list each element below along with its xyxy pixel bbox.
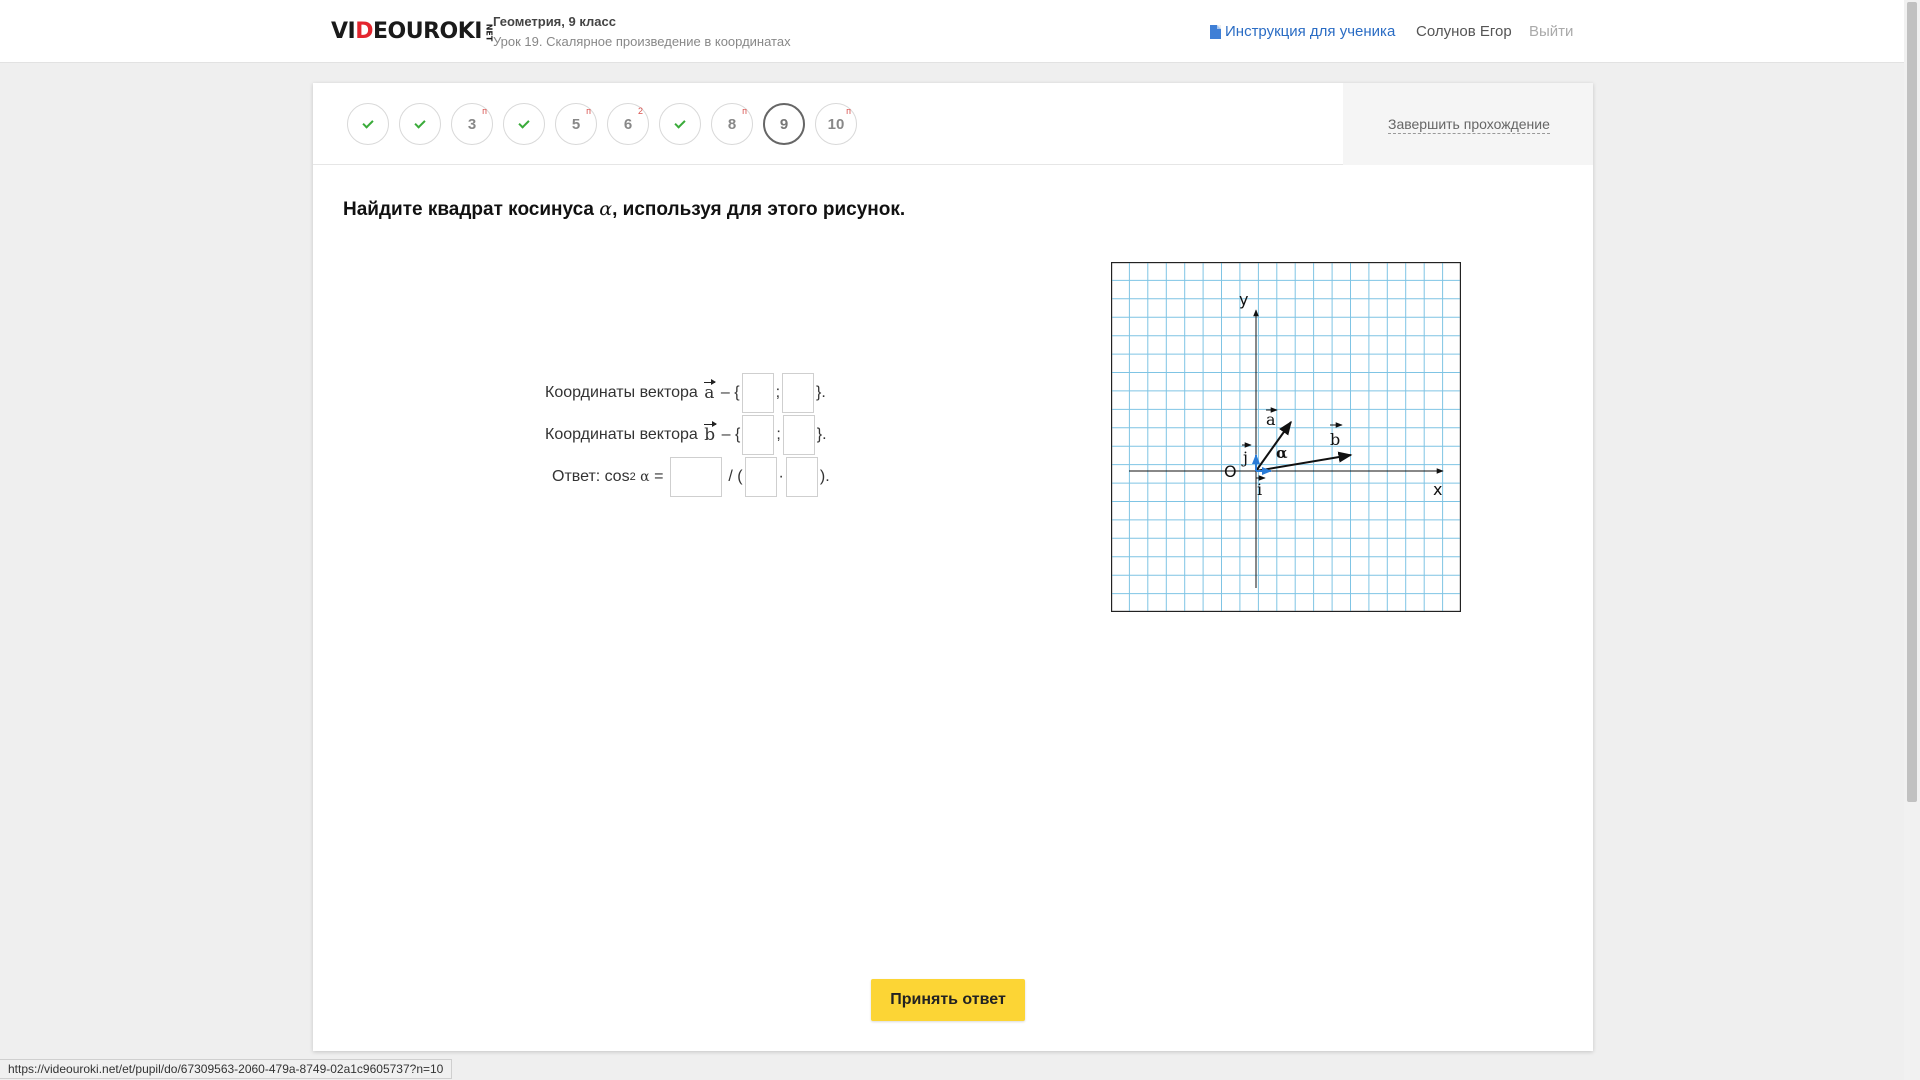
submit-answer-button[interactable]: Принять ответ bbox=[871, 979, 1025, 1021]
course-title: Геометрия, 9 класс bbox=[493, 14, 616, 29]
question-number: 9 bbox=[779, 115, 789, 133]
question-nav-9[interactable] bbox=[763, 103, 805, 145]
question-number: 8 bbox=[727, 115, 737, 133]
browser-status-url: https://videouroki.net/et/pupil/do/67309563-2060-479a-8749-02a1c9605737?n=10 bbox=[0, 1059, 452, 1079]
checkmark-icon bbox=[362, 117, 373, 128]
answer-row: Ответ: cos 2 α = / ( · ). bbox=[552, 457, 830, 497]
question-nav-6[interactable] bbox=[607, 103, 649, 145]
vector-i-label: i bbox=[1257, 480, 1263, 499]
y-axis-label: y bbox=[1239, 290, 1249, 309]
checkmark-icon bbox=[674, 117, 685, 128]
answer-numerator-input[interactable] bbox=[670, 457, 722, 497]
progress-header bbox=[313, 83, 1593, 165]
answer-denominator-b-input[interactable] bbox=[786, 457, 818, 497]
document-icon bbox=[1210, 25, 1221, 39]
vector-b-symbol: b bbox=[704, 425, 716, 445]
question-status-mark: 2 bbox=[637, 106, 643, 116]
question-number: 3 bbox=[467, 115, 477, 133]
question-nav-7[interactable] bbox=[659, 103, 701, 145]
finish-test-link[interactable]: Завершить прохождение bbox=[1388, 116, 1550, 132]
vector-a-row: Координаты вектора a – { ; }. bbox=[545, 373, 826, 413]
finish-panel bbox=[1343, 83, 1593, 165]
question-number: 10 bbox=[827, 115, 845, 133]
question-status-mark: п bbox=[586, 106, 591, 116]
vector-b-x-input[interactable] bbox=[742, 415, 774, 455]
question-nav-1[interactable] bbox=[347, 103, 389, 145]
question-status-mark: п bbox=[482, 106, 487, 116]
question-status-mark: п bbox=[846, 106, 851, 116]
vector-a-y-input[interactable] bbox=[782, 373, 814, 413]
checkmark-icon bbox=[518, 117, 529, 128]
question-text: Найдите квадрат косинуса α, используя для этого рисунок. bbox=[343, 198, 906, 220]
top-bar bbox=[0, 0, 1904, 63]
student-instruction-link[interactable]: Инструкция для ученика bbox=[1210, 23, 1395, 40]
question-number: 6 bbox=[623, 115, 633, 133]
vector-a-x-input[interactable] bbox=[742, 373, 774, 413]
vector-b-y-input[interactable] bbox=[783, 415, 815, 455]
coordinate-grid-figure bbox=[1111, 262, 1461, 612]
lesson-title: Урок 19. Скалярное произведение в координатах bbox=[493, 34, 791, 49]
grid-frame bbox=[1112, 263, 1461, 612]
user-name[interactable]: Солунов Егор bbox=[1416, 23, 1512, 40]
scrollbar-thumb[interactable] bbox=[1907, 2, 1917, 802]
question-status-mark: п bbox=[742, 106, 747, 116]
x-axis-label: x bbox=[1433, 480, 1443, 499]
vector-b-label: b bbox=[1330, 430, 1341, 449]
question-nav-5[interactable] bbox=[555, 103, 597, 145]
checkmark-icon bbox=[414, 117, 425, 128]
vector-a-symbol: a bbox=[704, 383, 715, 403]
question-nav-8[interactable] bbox=[711, 103, 753, 145]
origin-label: O bbox=[1224, 462, 1237, 481]
question-number: 5 bbox=[571, 115, 581, 133]
site-logo[interactable]: VIDEOUROKI NET bbox=[331, 19, 494, 44]
page-scrollbar[interactable] bbox=[1904, 0, 1920, 1080]
question-nav-3[interactable] bbox=[451, 103, 493, 145]
answer-denominator-a-input[interactable] bbox=[745, 457, 777, 497]
vector-a-label: a bbox=[1266, 410, 1276, 429]
question-nav-2[interactable] bbox=[399, 103, 441, 145]
logout-link[interactable]: Выйти bbox=[1529, 23, 1574, 40]
question-nav-10[interactable] bbox=[815, 103, 857, 145]
task-card bbox=[313, 83, 1593, 1051]
vector-b-row: Координаты вектора b – { ; }. bbox=[545, 415, 827, 455]
vector-j-label: j bbox=[1243, 448, 1248, 467]
question-nav-4[interactable] bbox=[503, 103, 545, 145]
angle-alpha-label: α bbox=[1276, 444, 1288, 462]
